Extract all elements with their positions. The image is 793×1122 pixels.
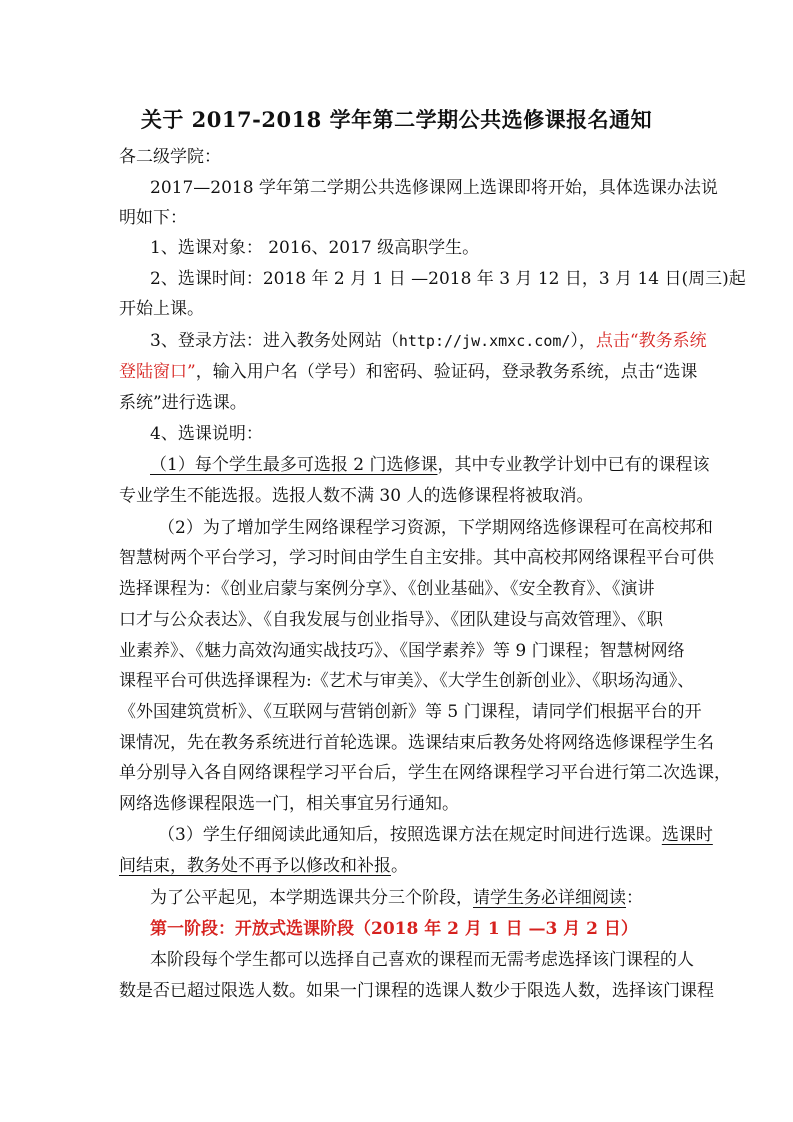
sub-2-line-4: 口才与公众表达》、《自我发展与创业指导》、《团队建设与高效管理》、《职 bbox=[119, 610, 663, 630]
intro-line-1: 2017—2018 学年第二学期公共选修课网上选课即将开始，具体选课办法说 bbox=[150, 178, 718, 198]
sub-2-line-6: 课程平台可供选择课程为:《艺术与审美》、《大学生创新创业》、《职场沟通》、 bbox=[119, 671, 695, 691]
sub-2-line-5: 业素养》、《魅力高效沟通实战技巧》、《国学素养》等 9 门课程；智慧树网络 bbox=[119, 641, 685, 661]
item-3-line-1 bbox=[150, 327, 707, 355]
login-window-red: 登陆窗口” bbox=[119, 362, 196, 382]
deadline-underlined-a: 选课时 bbox=[661, 825, 713, 845]
stage-1-line-1: 本阶段每个学生都可以选择自己喜欢的课程而无需考虑选择该门课程的人 bbox=[150, 950, 694, 970]
read-carefully-underlined: 请学生务必详细阅读 bbox=[473, 888, 626, 908]
intro-line-2: 明如下： bbox=[119, 208, 187, 228]
max-courses-underlined: （1）每个学生最多可选报 2 门选修课 bbox=[150, 455, 438, 475]
item-2-line-2: 开始上课。 bbox=[119, 299, 204, 319]
page-title: 关于 2017-2018 学年第二学期公共选修课报名通知 bbox=[140, 107, 653, 132]
item-3-line-3: 系统”进行选课。 bbox=[119, 393, 247, 413]
sub-2-line-1: （2）为了增加学生网络课程学习资源，下学期网络选修课程可在高校邦和 bbox=[158, 518, 713, 538]
sub-2-line-3: 选择课程为：《创业启蒙与案例分享》、《创业基础》、《安全教育》、《演讲 bbox=[119, 579, 655, 599]
sub-3-end: 。 bbox=[391, 856, 408, 876]
fairness-end: ： bbox=[626, 888, 643, 908]
sub-1-line-2: 专业学生不能选报。选报人数不满 30 人的选修课程将被取消。 bbox=[119, 486, 594, 506]
sub-1-text: ，其中专业教学计划中已有的课程该 bbox=[437, 455, 710, 475]
deadline-underlined-b: 间结束，教务处不再予以修改和补报 bbox=[119, 856, 391, 876]
item-3-line-2 bbox=[119, 358, 697, 386]
sub-3-text: （3）学生仔细阅读此通知后，按照选课方法在规定时间进行选课。 bbox=[158, 825, 662, 845]
sub-3-line-1 bbox=[158, 821, 713, 849]
sub-2-line-8: 课情况，先在教务系统进行首轮选课。选课结束后教务处将网络选修课程学生名 bbox=[119, 733, 714, 753]
sub-3-line-2 bbox=[119, 852, 408, 880]
sub-2-line-7: 《外国建筑赏析》、《互联网与营销创新》等 5 门课程，请同学们根据平台的开 bbox=[119, 702, 702, 722]
item-1: 1、选课对象： 2016、2017 级高职学生。 bbox=[150, 238, 480, 258]
item-3-text-c: ，输入用户名（学号）和密码、验证码，登录教务系统，点击“选课 bbox=[195, 362, 698, 382]
item-3-text-b: ）， bbox=[570, 331, 596, 351]
login-instruction-red: 点击“教务系统 bbox=[595, 331, 707, 351]
fairness-line bbox=[150, 884, 643, 912]
fairness-text: 为了公平起见，本学期选课共分三个阶段， bbox=[150, 888, 473, 908]
sub-2-line-10: 网络选修课程限选一门，相关事宜另行通知。 bbox=[119, 794, 459, 814]
item-3-text: 3、登录方法：进入教务处网站（ bbox=[150, 331, 399, 351]
item-4: 4、选课说明： bbox=[150, 424, 263, 444]
website-link[interactable]: http://jw.xmxc.com/ bbox=[398, 332, 571, 350]
sub-2-line-9: 单分别导入各自网络课程学习平台后，学生在网络课程学习平台进行第二次选课， bbox=[119, 763, 731, 783]
sub-1-line-1 bbox=[150, 451, 709, 479]
stage-1-heading: 第一阶段：开放式选课阶段（2018 年 2 月 1 日 —3 月 2 日） bbox=[150, 919, 638, 939]
item-2-line-1: 2、选课时间：2018 年 2 月 1 日 —2018 年 3 月 12 日，3 月 14 日(周三)起 bbox=[150, 269, 746, 289]
stage-1-line-2: 数是否已超过限选人数。如果一门课程的选课人数少于限选人数，选择该门课程 bbox=[119, 981, 714, 1001]
sub-2-line-2: 智慧树两个平台学习，学习时间由学生自主安排。其中高校邦网络课程平台可供 bbox=[119, 548, 714, 568]
greeting: 各二级学院： bbox=[119, 147, 221, 167]
